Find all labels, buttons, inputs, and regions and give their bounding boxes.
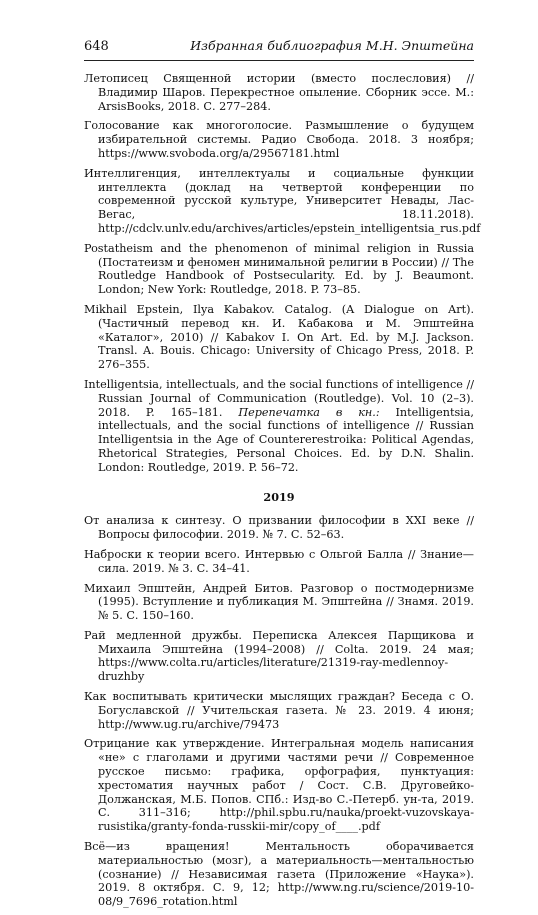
header-rule xyxy=(84,60,474,61)
bib-entry: Mikhail Epstein, Ilya Kabakov. Catalog. (A Dialogue on Art). (Частичный перевод кн. И. Кабакова и М. Эпштейна «Каталог», 2010) // Kabakov I. On Art. Ed. by M.J. Jackson. Transl. A. Bouis. Chicago: University of Chicago Press, 2018. P. 276–355. xyxy=(84,302,474,372)
bib-entry: От анализа к синтезу. О призвании философии в XXI веке // Вопросы философии. 2019. № 7. С. 52–63. xyxy=(84,514,474,542)
bib-entry: Интеллигенция, интеллектуалы и социальные функции интеллекта (доклад на четвертой конференции по современной русской культуре, Университет Невады, Лас-Вегас, 18.11.2018). http://cdclv.unlv.edu/archives/articles/epstein_intelligentsia_rus.pdf xyxy=(84,166,481,235)
year-heading: 2019 xyxy=(263,489,295,504)
bib-entry-italic: Перепечатка в кн.: xyxy=(238,405,380,419)
bibliography-list xyxy=(84,72,481,915)
bib-entry: Михаил Эпштейн, Андрей Битов. Разговор о постмодернизме (1995). Вступление и публикация М. Эпштейна // Знамя. 2019. № 5. С. 150–160. xyxy=(84,581,474,623)
page-number: 648 xyxy=(84,39,109,54)
bib-entry: Рай медленной дружбы. Переписка Алексея Парщикова и Михаила Эпштейна (1994–2008) // Colta. 2019. 24 мая; https://www.colta.ru/articles/literature/21319-ray-medlennoy-druzhby xyxy=(84,628,474,684)
bib-entry: Всё—из вращения! Ментальность оборачивается материальностью (мозг), а материальность—ментальностью (сознание) // Независимая газета (Приложение «Наука»). 2019. 8 октября. С. 9, 12; http://www.ng.ru/science/2019-10-08/9_7696_rotation.html xyxy=(84,840,474,909)
running-head xyxy=(84,38,474,55)
bib-entry: Postatheism and the phenomenon of minimal religion in Russia (Постатеизм и феномен минимальной религии в России) // The Routledge Handbook of Postsecularity. Ed. by J. Beaumont. London; New York: Routledge, 2018. P. 73–85. xyxy=(84,241,474,297)
bib-entry-text: Intelligentsia, intellectuals, and the social functions of intelligence // Russian Journal of Communication (Routledge). Vol. 10 (2–3). 2018. P. 165–181. xyxy=(84,377,474,419)
bib-entry: Наброски к теории всего. Интервью с Ольгой Балла // Знание—сила. 2019. № 3. С. 34–41. xyxy=(84,547,474,575)
bib-entry: Отрицание как утверждение. Интегральная модель написания «не» с глаголами и другими частями речи // Современное русское письмо: графика, орфография, пунктуация: хрестоматия научных работ / Сост. С.В. Друговейко-Должанская, М.Б. Попов. СПб.: Изд-во С.-Петерб. ун-та, 2019. С. 311–316; http://phil.spbu.ru/nauka/proekt-vuzovskaya-rusistika/granty-fonda-russkii-mir/copy_of____.pdf xyxy=(84,737,474,834)
running-title: Избранная библиография М.Н. Эпштейна xyxy=(190,38,474,53)
bib-entry: Голосование как многоголосие. Размышление о будущем избирательной системы. Радио Свобода. 2018. 3 ноября; https://www.svoboda.org/a/29567181.html xyxy=(84,119,474,160)
bib-entry: Как воспитывать критически мыслящих граждан? Беседа с О. Богуславской // Учительская газета. № 23. 2019. 4 июня; http://www.ug.ru/archive/79473 xyxy=(84,690,474,731)
bib-entry-text: Intelligentsia, intellectuals, and the social functions of intelligence // Russian Intelligentsia in the Age of Countererestroika: Political Agendas, Rhetorical Strategies, Personal Choices. Ed. by D.N. Shalin. London: Routledge, 2019. P. 56–72. xyxy=(98,405,474,474)
bib-entry: Летописец Священной истории (вместо послесловия) // Владимир Шаров. Перекрестное опыление. Сборник эссе. М.: ArsisBooks, 2018. С. 277–284. xyxy=(84,72,474,113)
bib-entry xyxy=(84,378,474,475)
